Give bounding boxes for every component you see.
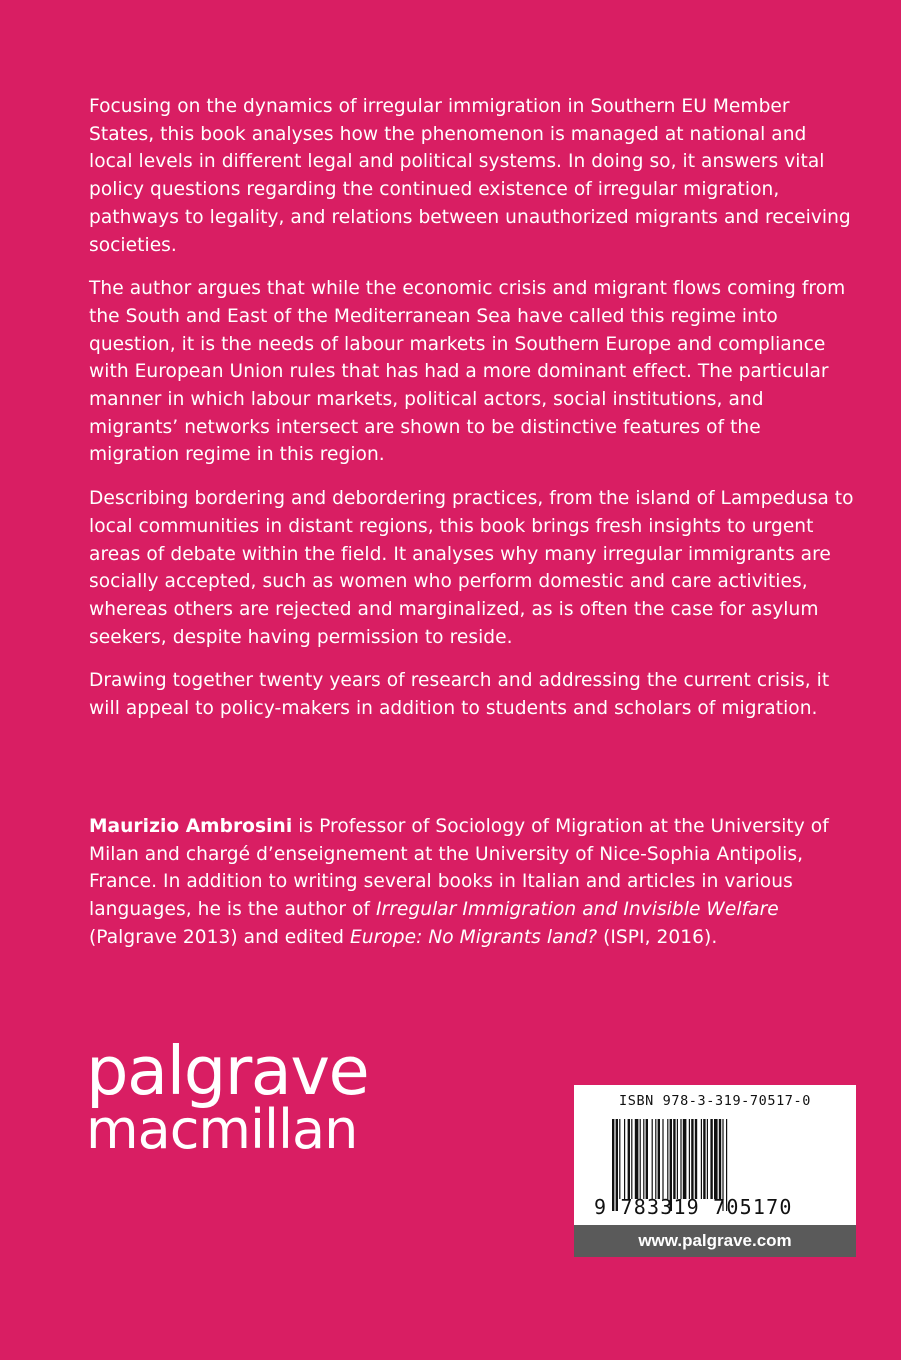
isbn-label: ISBN 978-3-319-70517-0 <box>618 1093 811 1109</box>
book-title-2: Europe: No Migrants land? <box>349 926 598 948</box>
palgrave-macmillan-logo <box>86 1032 369 1161</box>
ean-digits: 9 783319 705170 <box>594 1195 793 1219</box>
logo-line-palgrave: palgrave <box>86 1032 369 1110</box>
logo-line-macmillan: macmillan <box>86 1098 358 1161</box>
blurb-paragraph-4: Drawing together twenty years of research and addressing the current crisis, it will appeal to policy-makers in addition to students and scholars of migration. <box>89 670 830 720</box>
book-title-1: Irregular Immigration and Invisible Welfare <box>375 899 779 921</box>
author-bio-text-2: (Palgrave 2013) and edited <box>89 926 350 948</box>
blurb-paragraph-2: The author argues that while the economic crisis and migrant flows coming from the South and East of the Mediterranean Sea have called this regime into question, it is the needs of labour markets in Southern Europe and compliance with European Union rules that has had a more dominant effect. The particular manner in which labour markets, political actors, social institutions, and migrants’ networks intersect are shown to be distinctive features of the migration regime in this region. <box>89 278 846 466</box>
back-cover-blurb <box>89 93 854 739</box>
blurb-paragraph-3: Describing bordering and debordering practices, from the island of Lampedusa to local communities in distant regions, this book brings fresh insights to urgent areas of debate within the field. It analyses why many irregular immigrants are socially accepted, such as women who perform domestic and care activities, whereas others are rejected and marginalized, as is often the case for asylum seekers, despite having permission to reside. <box>89 488 854 648</box>
publisher-url: www.palgrave.com <box>574 1225 856 1257</box>
author-bio-text-3: (ISPI, 2016). <box>597 926 718 948</box>
author-bio-text-1: is Professor of Sociology of Migration at the University of Milan and chargé d’enseignement at the University of Nice-Sophia Antipolis, France. In addition to writing several books in Italian and articles in various languages, he is the author of <box>89 816 829 921</box>
author-bio <box>89 813 854 952</box>
blurb-paragraph-1: Focusing on the dynamics of irregular immigration in Southern EU Member States, this book analyses how the phenomenon is managed at national and local levels in different legal and political systems. In doing so, it answers vital policy questions regarding the continued existence of irregular migration, pathways to legality, and relations between unauthorized migrants and receiving societies. <box>89 96 851 256</box>
author-name: Maurizio Ambrosini <box>89 816 293 837</box>
